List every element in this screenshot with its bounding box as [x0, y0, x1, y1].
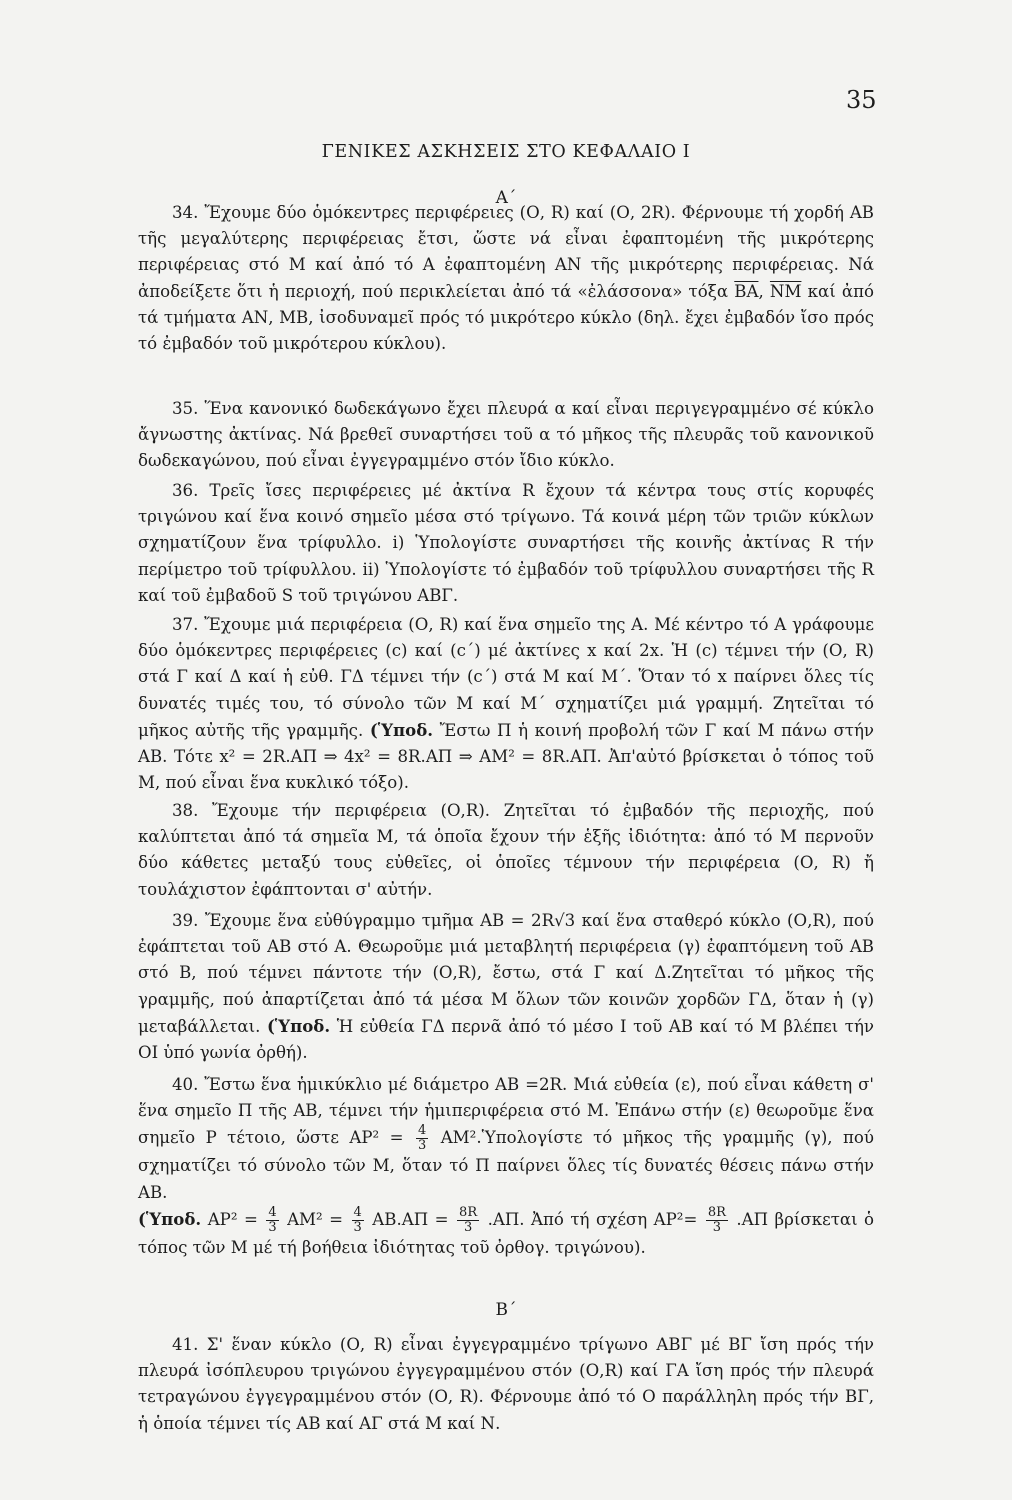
exercise-41	[138, 1332, 874, 1437]
arc-label: $\overline{BA}$	[734, 281, 759, 301]
exercise-text: Σ' ἕναν κύκλο (Ο, R) εἶναι ἐγγεγραμμένο τρίγωνο ΑΒΓ μέ ΒΓ ἴση πρός τήν πλευρά ἰσόπλευρου τριγώνου ἐγγεγραμμένου στόν (Ο,R) καί ΓΑ ἴση πρός τήν πλευρά τετραγώνου ἐγγεγραμμένου στόν (Ο, R). Φέρνουμε ἀπό τό Ο παράλληλη πρός τήν ΒΓ, ἡ ὁποία τέμνει τίς ΑΒ καί ΑΓ στά Μ καί Ν.	[138, 1335, 875, 1433]
exercise-40	[138, 1072, 874, 1261]
exercise-34	[138, 200, 874, 357]
section-heading-a: Α΄	[495, 188, 517, 208]
fraction: $\frac{4}{3}$	[268, 1204, 277, 1235]
fraction: $\frac{8R}{3}$	[459, 1204, 478, 1235]
arc-label: $\overline{NM}$	[769, 281, 802, 301]
hint-text: .ΑΠ. Ἀπό τή σχέση ΑΡ²=	[487, 1209, 698, 1229]
exercise-text: Ἔχουμε τήν περιφέρεια (Ο,R). Ζητεῖται τό ἐμβαδόν τῆς περιοχῆς, πού καλύπτεται ἀπό τά σημεῖα Μ, τά ὁποῖα ἔχουν τήν ἑξῆς ἰδιότητα: ἀπό τό Μ περνοῦν δύο κάθετες μεταξύ τους εὐθεῖες, οἱ ὁποῖες τέμνουν τήν περιφέρεια (Ο, R) ἤ τουλάχιστον ἐφάπτονται σ' αὐτήν.	[138, 801, 875, 899]
exercise-36	[138, 478, 874, 609]
hint-text: ΑΒ.ΑΠ =	[372, 1209, 449, 1229]
page-number: 35	[846, 86, 877, 114]
hint-label: (Ὑποδ.	[369, 719, 434, 740]
hint-label: (Ὑποδ.	[138, 1208, 202, 1229]
exercise-37	[138, 612, 874, 796]
exercise-35	[138, 396, 874, 475]
exercise-number: 41.	[172, 1335, 199, 1354]
separator: ,	[758, 281, 764, 301]
exercise-number: 35.	[172, 399, 199, 418]
exercise-text: Ἔχουμε μιά περιφέρεια (Ο, R) καί ἕνα σημεῖο της Α. Μέ κέντρο τό Α γράφουμε δύο ὁμόκεντρες περιφέρειες (c) καί (c΄) μέ ἀκτίνες x καί 2x. Ἡ (c) τέμνει τήν (Ο, R) στά Γ καί Δ καί ἡ εὐθ. ΓΔ τέμνει τήν (c΄) στά Μ καί Μ΄. Ὅταν τό x παίρνει ὅλες τίς δυνατές τιμές του, τό σύνολο τῶν Μ καί Μ΄ σχηματίζει μιά γραμμή. Ζητεῖται τό μῆκος αὐτῆς τῆς γραμμῆς.	[138, 615, 874, 740]
exercise-text: Ἕνα κανονικό δωδεκάγωνο ἔχει πλευρά α καί εἶναι περιγεγραμμένο σέ κύκλο ἄγνωστης ἀκτίνας. Νά βρεθεῖ συναρτήσει τοῦ α τό μῆκος τῆς πλευρᾶς τοῦ κανονικοῦ δωδεκαγώνου, πού εἶναι ἐγγεγραμμένο στόν ἴδιο κύκλο.	[138, 399, 874, 471]
exercise-text: ΑΜ².Ὑπολογίστε τό μῆκος τῆς γραμμῆς (γ), πού σχηματίζει τό σύνολο τῶν Μ, ὅταν τό Π παίρνει ὅλες τίς δυνατές θέσεις πάνω στήν ΑΒ.	[138, 1128, 874, 1202]
exercise-text: καί ἀπό τά τμήματα ΑΝ, ΜΒ, ἰσοδυναμεῖ πρός τό μικρότερο κύκλο (δηλ. ἔχει ἐμβαδόν ἴσο πρός τό ἐμβαδόν τοῦ μικρότερου κύκλου).	[138, 281, 874, 354]
hint-text: ΑΡ² =	[207, 1209, 258, 1229]
chapter-title: ΓΕΝΙΚΕΣ ΑΣΚΗΣΕΙΣ ΣΤΟ ΚΕΦΑΛΑΙΟ Ι	[321, 142, 691, 162]
fraction: $\frac{4}{3}$	[417, 1123, 427, 1154]
exercise-text: Ἔχουμε ἕνα εὐθύγραμμο τμῆμα ΑΒ = 2R√3 καί ἕνα σταθερό κύκλο (Ο,R), πού ἐφάπτεται τοῦ ΑΒ στό Α. Θεωροῦμε μιά μεταβλητή περιφέρεια (γ) ἐφαπτόμενη τοῦ ΑΒ στό Β, πού τέμνει πάντοτε τήν (Ο,R), ἔστω, στά Γ καί Δ.Ζητεῖται τό μῆκος τῆς γραμμῆς, πού ἀπαρτίζεται ἀπό τά μέσα Μ ὅλων τῶν κοινῶν χορδῶν ΓΔ, ὅταν ἡ (γ) μεταβάλλεται.	[138, 911, 874, 1036]
exercise-number: 39.	[172, 911, 199, 930]
exercise-39	[138, 908, 874, 1066]
exercise-text: Τρεῖς ἴσες περιφέρειες μέ ἀκτίνα R ἔχουν τά κέντρα τους στίς κορυφές τριγώνου καί ἕνα κοινό σημεῖο μέσα στό τρίγωνο. Τά κοινά μέρη τῶν τριῶν κύκλων σχηματίζουν ἕνα τρίφυλλο. i) Ὑπολογίστε συναρτήσει τῆς κοινῆς ἀκτίνας R τήν περίμετρο τοῦ τρίφυλλου. ii) Ὑπολογίστε τό ἐμβαδόν τοῦ τρίφυλλου συναρτήσει τῆς R καί τοῦ ἐμβαδοῦ S τοῦ τριγώνου ΑΒΓ.	[138, 481, 875, 605]
hint-text: Ἡ εὐθεία ΓΔ περνᾶ ἀπό τό μέσο Ι τοῦ ΑΒ καί τό Μ βλέπει τήν ΟΙ ὑπό γωνία ὀρθή).	[138, 1016, 875, 1063]
exercise-text: Ἔχουμε δύο ὁμόκεντρες περιφέρειες (Ο, R) καί (Ο, 2R). Φέρνουμε τή χορδή ΑΒ τῆς μεγαλύτερης περιφέρειας ἔτσι, ὥστε νά εἶναι ἐφαπτομένη τῆς μικρότερης περιφέρειας στό Μ καί ἀπό τό Α ἐφαπτομένη ΑΝ τῆς μικρότερης περιφέρειας. Νά ἀποδείξετε ὅτι ἡ περιοχή, πού περικλείεται ἀπό τά «ἐλάσσονα» τόξα	[138, 203, 875, 301]
fraction: $\frac{4}{3}$	[353, 1204, 362, 1235]
exercise-number: 38.	[172, 801, 199, 820]
fraction: $\frac{8R}{3}$	[707, 1204, 726, 1235]
section-heading-b: Β΄	[495, 1300, 517, 1320]
exercise-38	[138, 798, 874, 903]
hint-text: Ἔστω Π ἡ κοινή προβολή τῶν Γ καί Μ πάνω στήν ΑΒ. Τότε x² = 2R.ΑΠ ⇒ 4x² = 8R.ΑΠ ⇒ ΑΜ² = 8R.ΑΠ. Ἀπ'αὐτό βρίσκεται ὁ τόπος τοῦ Μ, πού εἶναι ἕνα κυκλικό τόξο).	[138, 720, 874, 793]
exercise-text: Ἔστω ἕνα ἡμικύκλιο μέ διάμετρο ΑΒ =2R. Μιά εὐθεία (ε), πού εἶναι κάθετη σ' ἕνα σημεῖο Π τῆς ΑΒ, τέμνει τήν ἡμιπεριφέρεια στό Μ. Ἐπάνω στήν (ε) θεωροῦμε ἕνα σημεῖο Ρ τέτοιο, ὥστε ΑΡ² =	[138, 1075, 874, 1148]
exercise-number: 36.	[172, 481, 199, 500]
exercise-number: 34.	[172, 203, 199, 222]
exercise-number: 37.	[172, 615, 199, 634]
hint-text: .ΑΠ βρίσκεται ὁ τόπος τῶν Μ μέ τή βοήθεια ἰδιότητας τοῦ ὀρθογ. τριγώνου).	[138, 1209, 875, 1257]
hint-label: (Ὑποδ.	[266, 1015, 331, 1036]
hint-text: ΑΜ² =	[287, 1209, 344, 1229]
exercise-number: 40.	[172, 1075, 199, 1094]
